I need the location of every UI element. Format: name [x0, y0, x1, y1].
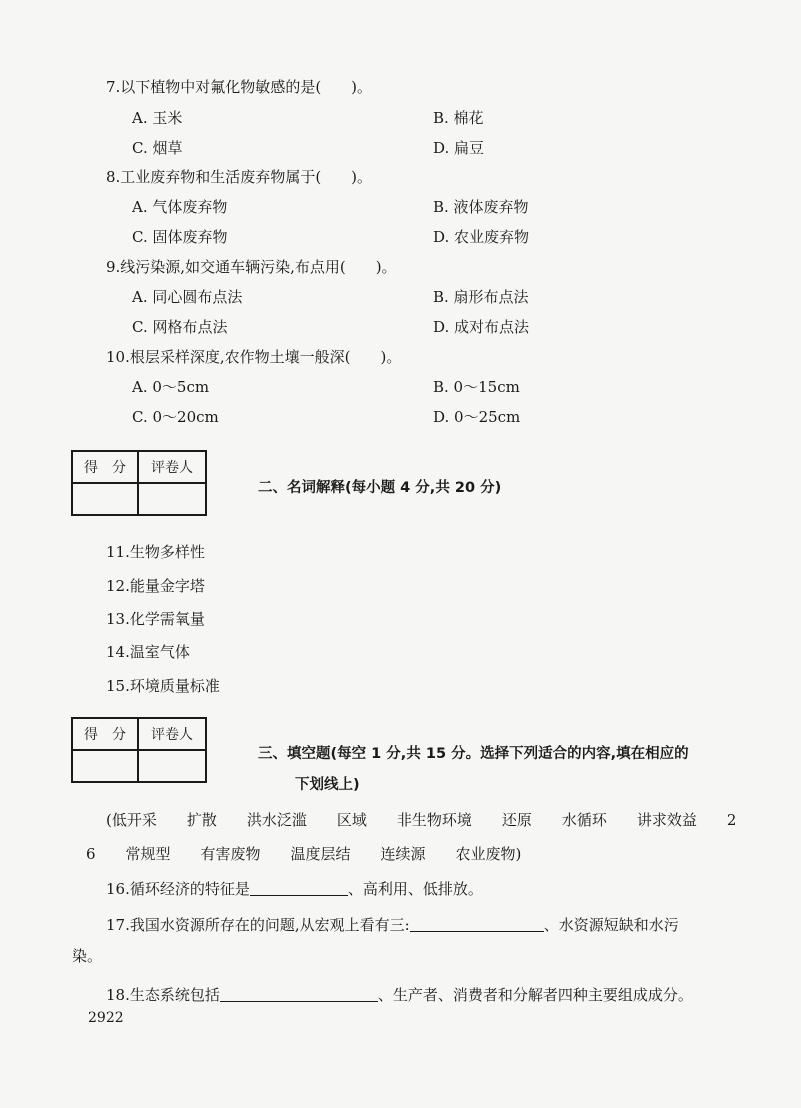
q17-blank[interactable]	[410, 916, 544, 932]
q8-option-c: C. 固体废弃物	[132, 228, 228, 246]
q18-text-pre: 18.生态系统包括	[106, 986, 220, 1004]
q18-blank[interactable]	[220, 986, 378, 1002]
section3-title-line2: 下划线上)	[295, 777, 360, 793]
q10-option-b: B. 0～15cm	[433, 378, 520, 396]
q18-text-post: 、生产者、消费者和分解者四种主要组成成分。	[377, 986, 693, 1004]
q8-option-a: A. 气体废弃物	[132, 198, 228, 216]
question-18	[106, 984, 693, 1005]
q9-option-d: D. 成对布点法	[433, 318, 530, 336]
q7-option-d: D. 扁豆	[433, 139, 485, 157]
q9-option-c: C. 网格布点法	[132, 318, 228, 336]
q7-option-b: B. 棉花	[433, 109, 484, 127]
term-item: 15.环境质量标准	[106, 677, 220, 695]
q7-option-c: C. 烟草	[132, 139, 183, 157]
word-bank-line2: 6 常规型 有害废物 温度层结 连续源 农业废物)	[86, 845, 522, 863]
question-9: 9.线污染源,如交通车辆污染,布点用( )。	[106, 258, 397, 276]
score-table-section3	[71, 717, 207, 783]
q8-option-b: B. 液体废弃物	[433, 198, 529, 216]
question-17	[106, 914, 679, 935]
q16-text-pre: 16.循环经济的特征是	[106, 880, 250, 898]
q16-text-post: 、高利用、低排放。	[347, 880, 483, 898]
term-item: 11.生物多样性	[106, 543, 205, 561]
score-label: 得 分	[72, 718, 138, 750]
q17-text-post: 、水资源短缺和水污	[543, 916, 679, 934]
term-item: 12.能量金字塔	[106, 577, 205, 595]
question-16	[106, 878, 483, 899]
question-10: 10.根层采样深度,农作物土壤一般深( )。	[106, 348, 402, 366]
term-item: 14.温室气体	[106, 643, 190, 661]
q8-option-d: D. 农业废弃物	[433, 228, 530, 246]
question-7: 7.以下植物中对氟化物敏感的是( )。	[106, 78, 373, 96]
grader-label: 评卷人	[138, 718, 206, 750]
grader-cell	[138, 750, 206, 782]
word-bank-line1: (低开采 扩散 洪水泛滥 区域 非生物环境 还原 水循环 讲求效益 2	[106, 811, 737, 829]
section2-title: 二、名词解释(每小题 4 分,共 20 分)	[258, 480, 502, 496]
q10-option-a: A. 0～5cm	[132, 378, 210, 396]
section3-title-line1: 三、填空题(每空 1 分,共 15 分。选择下列适合的内容,填在相应的	[258, 746, 689, 762]
score-cell	[72, 750, 138, 782]
score-label: 得 分	[72, 451, 138, 483]
q10-option-c: C. 0～20cm	[132, 408, 219, 426]
page-code: 2922	[88, 1010, 124, 1026]
question-8: 8.工业废弃物和生活废弃物属于( )。	[106, 168, 373, 186]
score-cell	[72, 483, 138, 515]
q16-blank[interactable]	[250, 880, 348, 896]
grader-label: 评卷人	[138, 451, 206, 483]
term-item: 13.化学需氧量	[106, 610, 205, 628]
q9-option-a: A. 同心圆布点法	[132, 288, 243, 306]
score-table-section2	[71, 450, 207, 516]
grader-cell	[138, 483, 206, 515]
q17-continuation: 染。	[72, 947, 103, 965]
q9-option-b: B. 扇形布点法	[433, 288, 529, 306]
q17-text-pre: 17.我国水资源所存在的问题,从宏观上看有三:	[106, 916, 410, 934]
q10-option-d: D. 0～25cm	[433, 408, 521, 426]
q7-option-a: A. 玉米	[132, 109, 183, 127]
